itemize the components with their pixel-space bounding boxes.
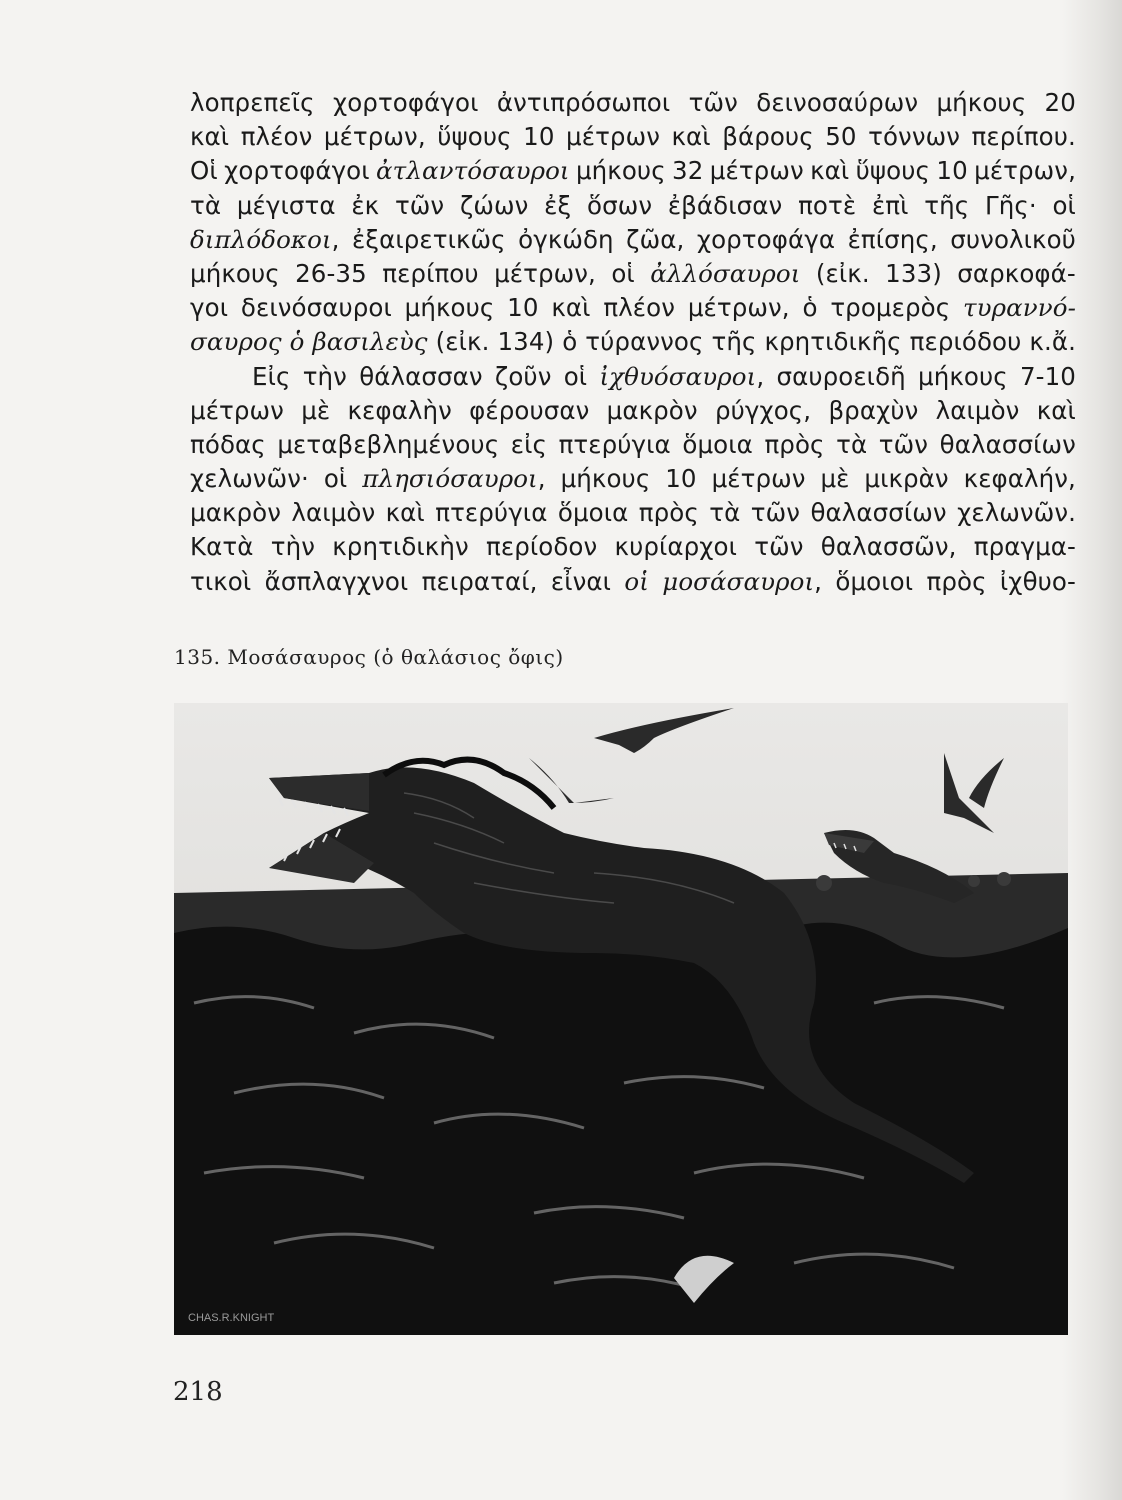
body-text (190, 86, 1076, 599)
paragraph-2 (190, 360, 1076, 599)
paragraph1-line: Οἱ χορτοφάγοι ἀτλαντόσαυροι μήκους 32 μέτρων καὶ ὕψους 10 μέτρων, (190, 156, 1076, 186)
paragraph1-line: σαυρος ὁ βασιλεὺς (εἰκ. 134) ὁ τύραννος τῆς κρητιδικῆς περιόδου κ.ἄ. (190, 327, 1076, 357)
paragraph2-line: χελωνῶν· οἱ πλησιόσαυροι, μήκους 10 μέτρων μὲ μικρὰν κεφαλήν, (190, 464, 1076, 494)
figure-caption: 135. Μοσάσαυρος (ὁ θαλάσιος ὄφις) (174, 645, 564, 669)
paragraph1-line: γοι δεινόσαυροι μήκους 10 καὶ πλέον μέτρων, ὁ τρομερὸς τυραννό- (190, 293, 1076, 323)
page-number: 218 (173, 1377, 223, 1407)
sea-waves (174, 923, 1068, 1335)
artist-signature: CHAS.R.KNIGHT (188, 1312, 275, 1324)
paragraph2-line: μακρὸν λαιμὸν καὶ πτερύγια ὅμοια πρὸς τὰ τῶν θαλασσίων χελωνῶν. (190, 498, 1076, 528)
paragraph2-line: πόδας μεταβεβλημένους εἰς πτερύγια ὅμοια πρὸς τὰ τῶν θαλασσίων (190, 429, 1076, 459)
paragraph2-line: Κατὰ τὴν κρητιδικὴν περίοδον κυρίαρχοι τῶν θαλασσῶν, πραγμα- (190, 532, 1076, 562)
paragraph1-line: μήκους 26-35 περίπου μέτρων, οἱ ἀλλόσαυροι (εἰκ. 133) σαρκοφά- (190, 258, 1076, 288)
paragraph1-line: λοπρεπεῖς χορτοφάγοι ἀντιπρόσωποι τῶν δεινοσαύρων μήκους 20 (190, 88, 1076, 117)
paragraph2-line: τικοὶ ἄσπλαγχνοι πειραταί, εἶναι οἱ μοσάσαυροι, ὅμοιοι πρὸς ἰχθυο- (190, 566, 1076, 596)
paragraph2-line: μέτρων μὲ κεφαλὴν φέρουσαν μακρὸν ρύγχος, βραχὺν λαιμὸν καὶ (190, 395, 1076, 425)
paragraph1-line: διπλόδοκοι, ἐξαιρετικῶς ὀγκώδη ζῶα, χορτοφάγα ἐπίσης, συνολικοῦ (190, 224, 1076, 254)
paragraph-1 (190, 86, 1076, 360)
mosasaurus-illustration (174, 703, 1068, 1335)
paragraph2-line: Εἰς τὴν θάλασσαν ζοῦν οἱ ἰχθυόσαυροι, σαυροειδῆ μήκους 7-10 (252, 361, 1076, 391)
paragraph1-line: καὶ πλέον μέτρων, ὕψους 10 μέτρων καὶ βάρους 50 τόννων περίπου. (190, 122, 1076, 152)
paragraph1-line: τὰ μέγιστα ἐκ τῶν ζώων ἐξ ὅσων ἐβάδισαν ποτὲ ἐπὶ τῆς Γῆς· οἱ (190, 190, 1076, 220)
illustration-svg (174, 703, 1068, 1335)
